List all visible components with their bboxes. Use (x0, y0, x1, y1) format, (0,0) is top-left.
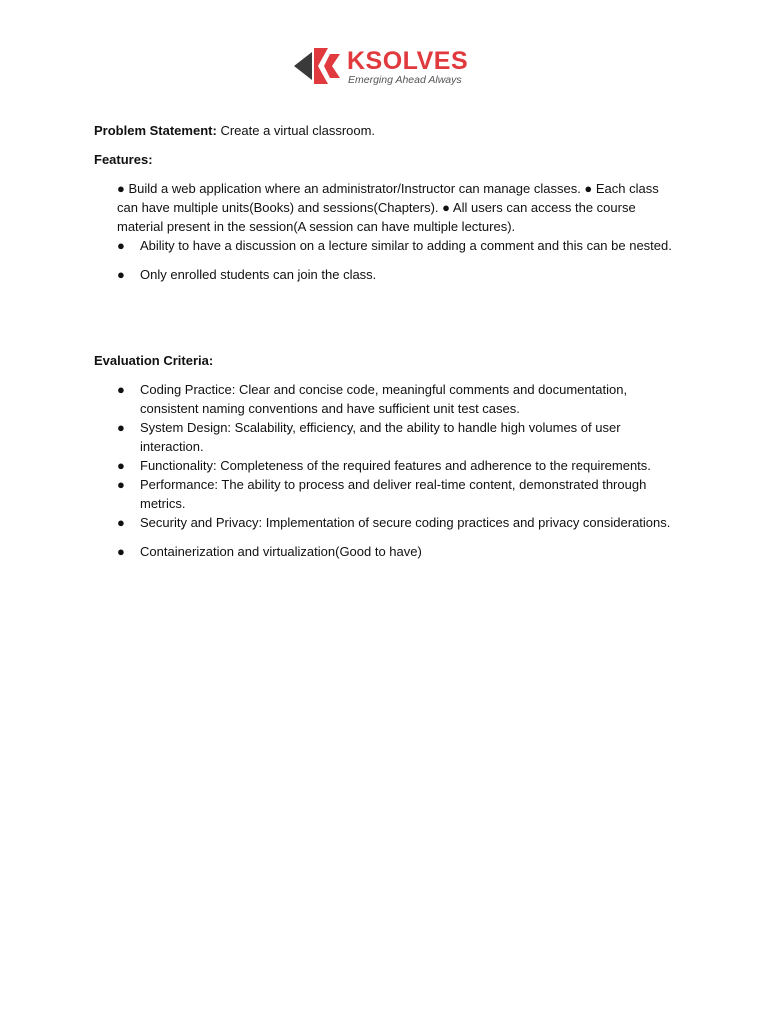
features-heading: Features: (94, 152, 153, 167)
criteria-item-text: System Design: Scalability, efficiency, and the ability to handle high volumes of user interaction. (140, 420, 621, 454)
criteria-item-text: Performance: The ability to process and deliver real-time content, demonstrated through metrics. (140, 477, 647, 511)
document-body (94, 121, 674, 561)
problem-text: Create a virtual classroom. (220, 123, 376, 138)
criteria-item (117, 380, 674, 418)
criteria-item-text: Security and Privacy: Implementation of secure coding practices and privacy considerations. (140, 515, 671, 530)
logo-wordmark: KSOLVES (347, 47, 469, 75)
bullet-icon: ● (117, 420, 125, 435)
bullet-icon: ● (117, 238, 125, 253)
criteria-item (117, 542, 674, 561)
criteria-item-text: Functionality: Completeness of the required features and adherence to the requirements. (140, 458, 651, 473)
bullet-icon: ● (117, 544, 125, 559)
bullet-icon: ● (117, 477, 125, 492)
criteria-item-text: Coding Practice: Clear and concise code, meaningful comments and documentation, consistent naming conventions and have sufficient unit test cases. (140, 382, 628, 416)
bullet-icon: ● (117, 458, 125, 473)
bullet-icon: ● (117, 515, 125, 530)
features-intro-paragraph: ● Build a web application where an administrator/Instructor can manage classes. ● Each class can have multiple units(Books) and sessions(Chapters). ● All users can access the course material present in the session(A session can have multiple lectures). (117, 181, 659, 234)
feature-item (117, 265, 674, 284)
problem-statement (94, 121, 674, 140)
criteria-item (117, 513, 674, 532)
ksolves-logo-icon (294, 46, 342, 86)
ksolves-logo (294, 44, 474, 90)
criteria-item (117, 418, 674, 456)
logo-tagline: Emerging Ahead Always (348, 74, 462, 86)
bullet-icon: ● (117, 267, 125, 282)
criteria-item-text: Containerization and virtualization(Good to have) (140, 544, 422, 559)
feature-item-text: Ability to have a discussion on a lecture similar to adding a comment and this can be nested. (140, 238, 672, 253)
feature-item (117, 236, 674, 255)
criteria-item (117, 456, 674, 475)
problem-label: Problem Statement: (94, 123, 217, 138)
evaluation-heading: Evaluation Criteria: (94, 353, 214, 368)
bullet-icon: ● (117, 382, 125, 397)
feature-item-text: Only enrolled students can join the class. (140, 267, 377, 282)
criteria-item (117, 475, 674, 513)
